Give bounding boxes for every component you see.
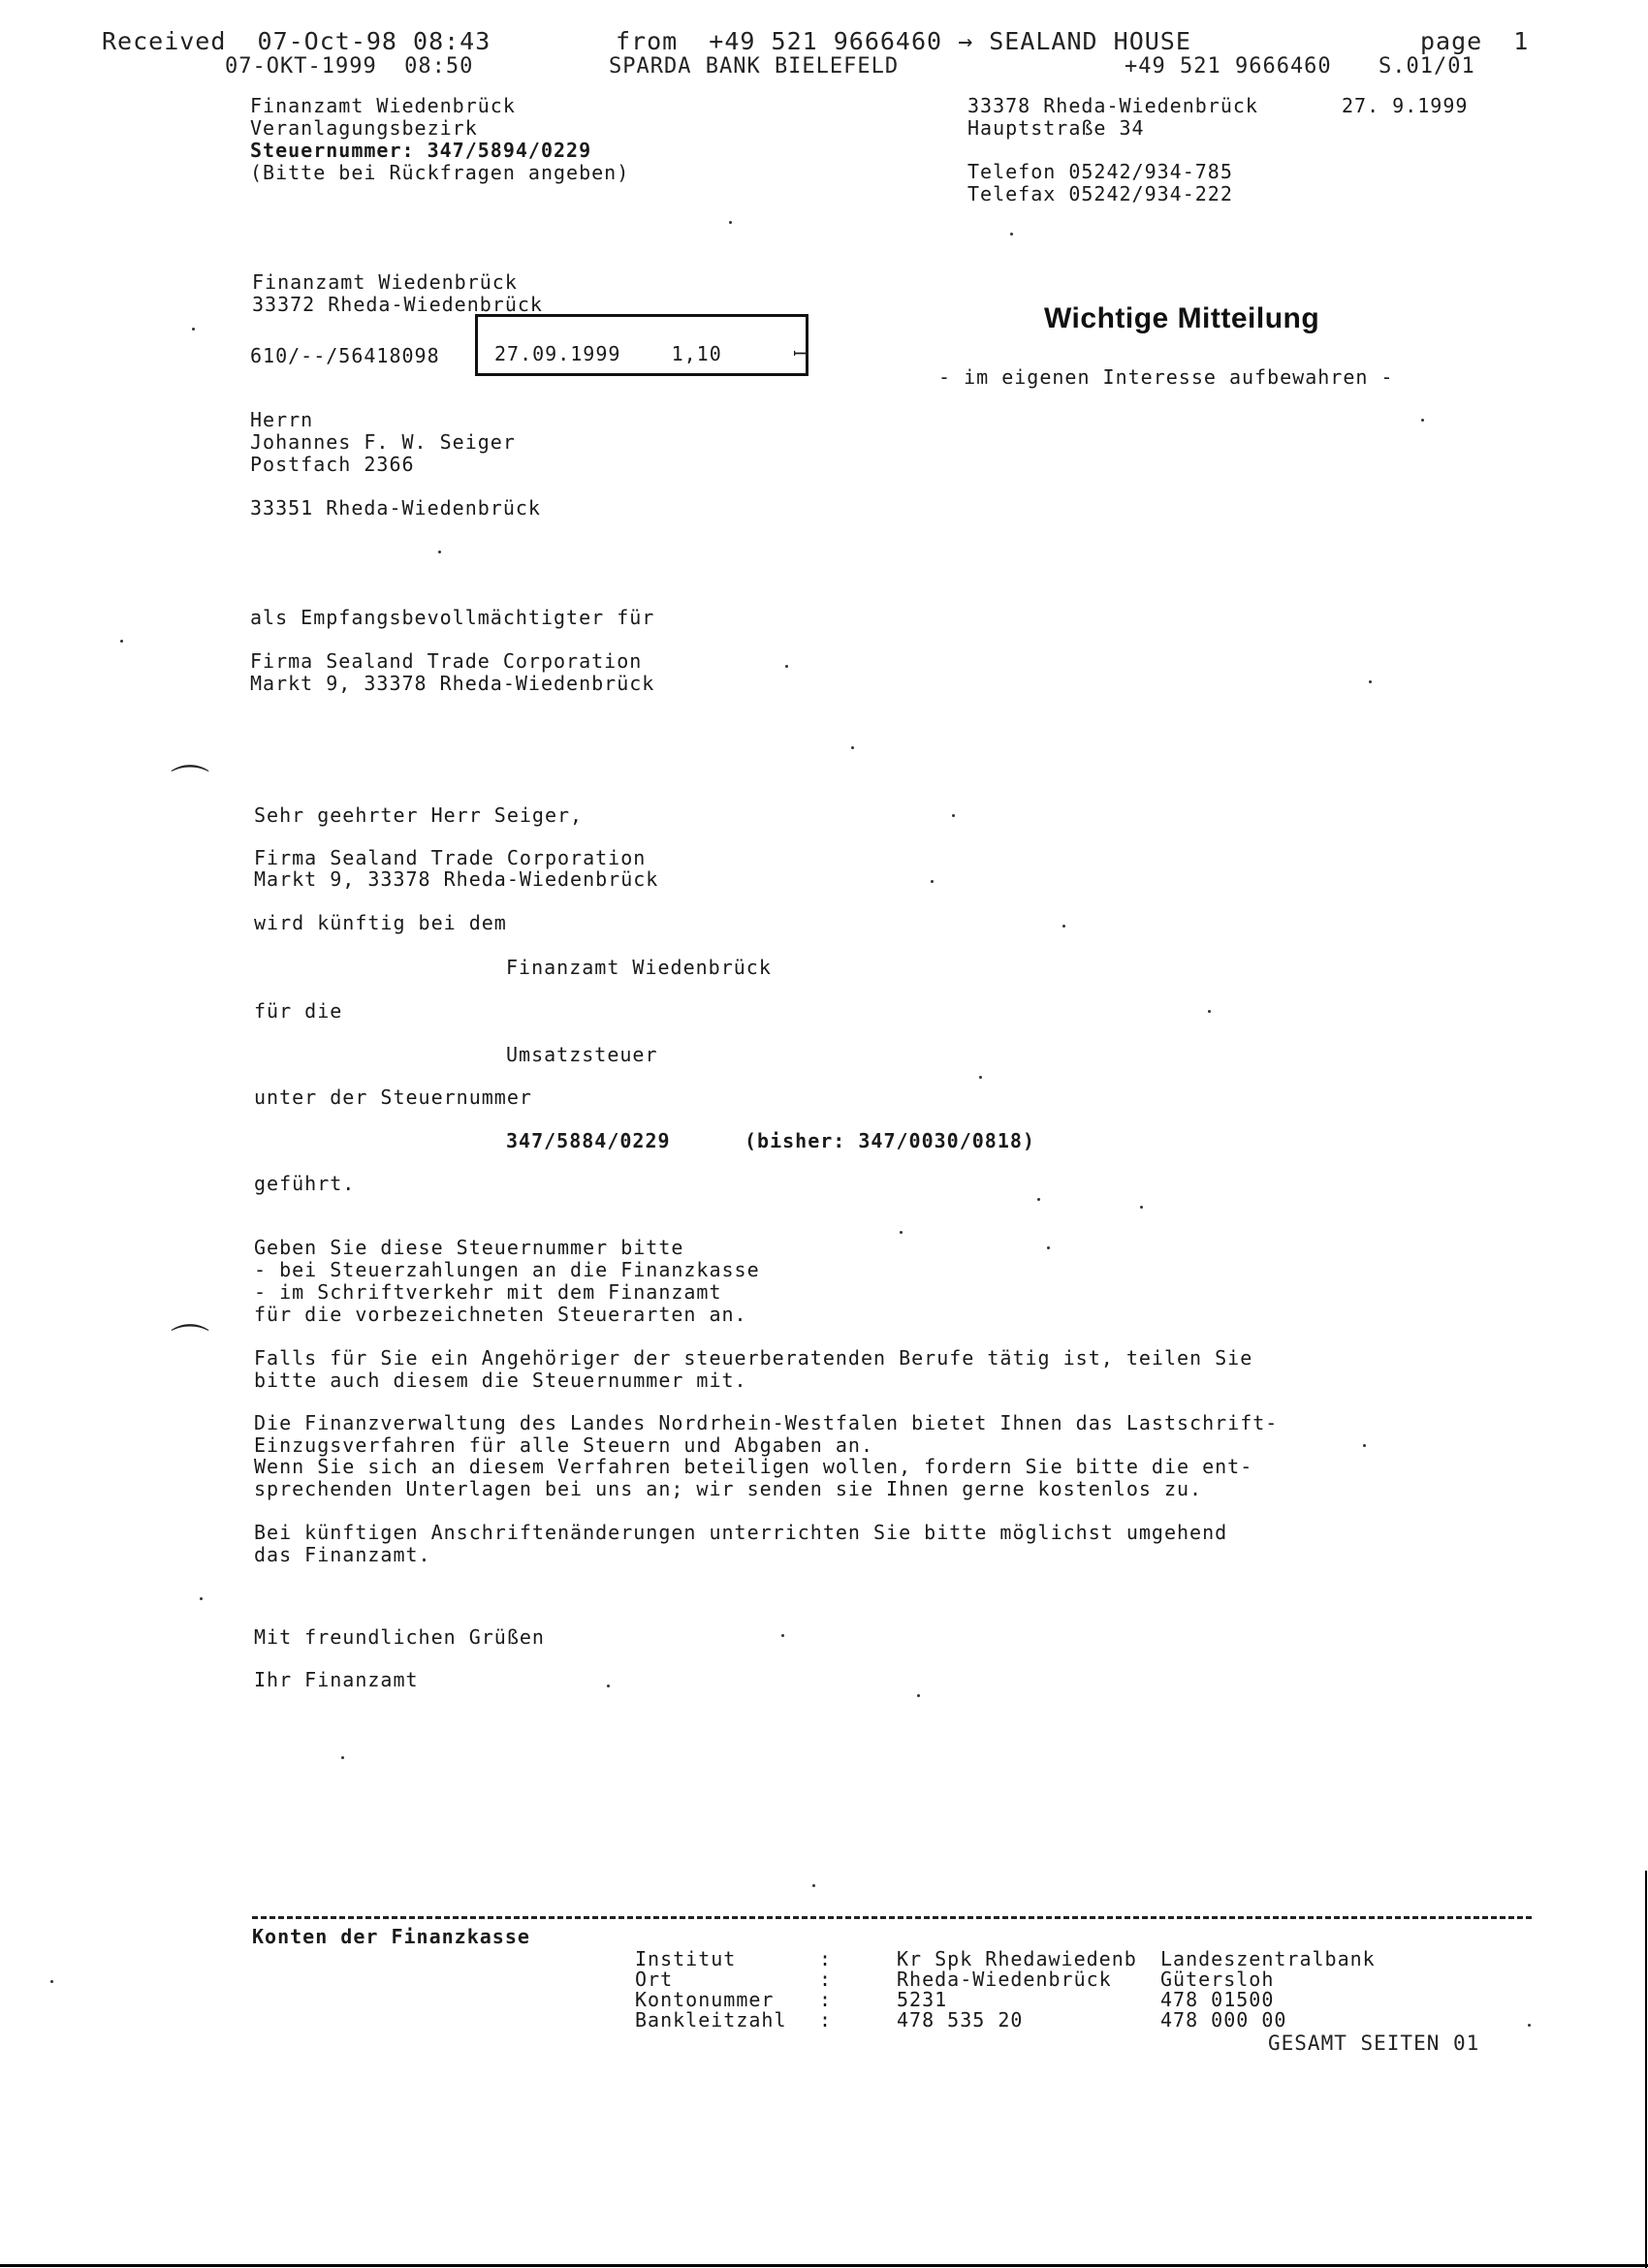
office-phone: Telefon 05242/934-785 bbox=[967, 160, 1233, 183]
footer-bank1-kontonummer: 5231 bbox=[897, 1988, 948, 2011]
fax-send-date: 07-OKT-1999 08:50 bbox=[225, 54, 474, 79]
scan-speck bbox=[1369, 680, 1372, 683]
scan-speck bbox=[341, 1756, 344, 1759]
para1-line-2: - bei Steuerzahlungen an die Finanzkasse bbox=[254, 1258, 760, 1281]
scan-speck bbox=[1421, 419, 1424, 422]
scan-speck bbox=[900, 1231, 903, 1234]
footer-label-bankleitzahl: Bankleitzahl bbox=[635, 2008, 787, 2032]
para4-line-2: das Finanzamt. bbox=[254, 1543, 431, 1566]
proxy-company-address: Markt 9, 33378 Rheda-Wiedenbrück bbox=[250, 672, 655, 695]
scan-speck bbox=[1140, 1206, 1143, 1209]
scan-edge-bottom bbox=[0, 2264, 1648, 2267]
fax-page-number: page 1 bbox=[1420, 27, 1530, 55]
recipient-salutation: Herrn bbox=[250, 408, 314, 431]
footer-bank1-bankleitzahl: 478 535 20 bbox=[897, 2008, 1024, 2032]
office-name: Finanzamt Wiedenbrück bbox=[250, 94, 516, 117]
footer-bank2-ort: Gütersloh bbox=[1160, 1968, 1275, 1991]
letter-signature: Ihr Finanzamt bbox=[254, 1668, 419, 1691]
fax-sheet-count: S.01/01 bbox=[1379, 54, 1475, 79]
scan-speck bbox=[1363, 1444, 1366, 1447]
para2-line-1: Falls für Sie ein Angehöriger der steuerberatenden Berufe tätig ist, teilen Sie bbox=[254, 1346, 1253, 1370]
footer-bank2-bankleitzahl: 478 000 00 bbox=[1160, 2008, 1287, 2032]
fax-total-pages: GESAMT SEITEN 01 bbox=[1268, 2032, 1480, 2055]
scan-speck bbox=[785, 665, 788, 668]
recipient-city: 33351 Rheda-Wiedenbrück bbox=[250, 496, 541, 520]
office-city-line: 33378 Rheda-Wiedenbrück bbox=[967, 94, 1258, 117]
scan-speck bbox=[812, 1884, 815, 1887]
para3-line-1: Die Finanzverwaltung des Landes Nordrhein-Westfalen bietet Ihnen das Lastschrift- bbox=[254, 1411, 1279, 1434]
scan-speck bbox=[952, 814, 955, 817]
scan-speck bbox=[1037, 1198, 1040, 1201]
scan-speck bbox=[851, 746, 854, 749]
scan-speck bbox=[1010, 233, 1013, 236]
letter-previous-number: (bisher: 347/0030/0818) bbox=[745, 1129, 1035, 1152]
footer-sep: : bbox=[819, 2008, 833, 2032]
reference-boxed-text: 27.09.1999 1,10 bbox=[494, 342, 722, 365]
fax-from-line: from +49 521 9666460 → SEALAND HOUSE bbox=[616, 27, 1191, 55]
scan-speck bbox=[1528, 2024, 1531, 2027]
footer-label-institut: Institut bbox=[635, 1947, 737, 1970]
para3-line-4: sprechenden Unterlagen bei uns an; wir senden sie Ihnen gerne kostenlos zu. bbox=[254, 1477, 1203, 1500]
footer-bank1-institut: Kr Spk Rhedawiedenb bbox=[897, 1947, 1137, 1970]
office-tax-number: Steuernummer: 347/5894/0229 bbox=[250, 139, 592, 162]
scan-speck bbox=[200, 1597, 203, 1600]
fax-received-stamp: Received 07-Oct-98 08:43 bbox=[102, 27, 491, 55]
scan-speck bbox=[50, 1980, 53, 1983]
fax-sender-name: SPARDA BANK BIELEFELD bbox=[609, 54, 900, 79]
scan-speck bbox=[1047, 1246, 1050, 1249]
para4-line-1: Bei künftigen Anschriftenänderungen unterrichten Sie bitte möglichst umgehend bbox=[254, 1521, 1228, 1544]
letter-salutation: Sehr geehrter Herr Seiger, bbox=[254, 803, 584, 827]
proxy-company-name: Firma Sealand Trade Corporation bbox=[250, 649, 643, 673]
para3-line-2: Einzugsverfahren für alle Steuern und Abgaben an. bbox=[254, 1433, 874, 1457]
scan-speck bbox=[979, 1076, 982, 1079]
footer-bank2-institut: Landeszentralbank bbox=[1160, 1947, 1376, 1970]
footer-sep: : bbox=[819, 1947, 833, 1970]
footer-sep: : bbox=[819, 1988, 833, 2011]
para1-line-4: für die vorbezeichneten Steuerarten an. bbox=[254, 1303, 747, 1326]
scan-speck bbox=[1062, 925, 1065, 928]
letter-company-address: Markt 9, 33378 Rheda-Wiedenbrück bbox=[254, 867, 659, 891]
letter-office: Finanzamt Wiedenbrück bbox=[506, 956, 772, 979]
scan-speck bbox=[1208, 1010, 1211, 1013]
para1-line-1: Geben Sie diese Steuernummer bitte bbox=[254, 1236, 684, 1259]
notice-title: Wichtige Mitteilung bbox=[1044, 302, 1320, 334]
office-fax: Telefax 05242/934-222 bbox=[967, 182, 1233, 205]
letter-closing: Mit freundlichen Grüßen bbox=[254, 1625, 545, 1649]
sender-line-name: Finanzamt Wiedenbrück bbox=[252, 270, 518, 294]
letter-tax-number: 347/5884/0229 bbox=[506, 1129, 671, 1152]
footer-title: Konten der Finanzkasse bbox=[252, 1925, 530, 1948]
letter-date: 27. 9.1999 bbox=[1342, 94, 1469, 117]
scan-speck bbox=[192, 328, 195, 331]
footer-divider bbox=[252, 1916, 1532, 1919]
footer-label-kontonummer: Kontonummer bbox=[635, 1988, 775, 2011]
scan-speck bbox=[781, 1634, 784, 1637]
letter-line-2: für die bbox=[254, 999, 343, 1023]
para2-line-2: bitte auch diesem die Steuernummer mit. bbox=[254, 1369, 747, 1392]
box-mark: ꟷ bbox=[793, 342, 810, 365]
para1-line-3: - im Schriftverkehr mit dem Finanzamt bbox=[254, 1280, 722, 1304]
punch-mark-bottom: ⌒ bbox=[171, 1322, 209, 1367]
footer-sep: : bbox=[819, 1968, 833, 1991]
recipient-po-box: Postfach 2366 bbox=[250, 453, 415, 476]
recipient-name: Johannes F. W. Seiger bbox=[250, 430, 516, 454]
sender-line-city: 33372 Rheda-Wiedenbrück bbox=[252, 293, 543, 316]
footer-label-ort: Ort bbox=[635, 1968, 674, 1991]
scan-speck bbox=[607, 1685, 610, 1687]
scan-edge-right bbox=[1645, 1871, 1647, 2268]
scan-speck bbox=[917, 1694, 920, 1697]
notice-subtitle: - im eigenen Interesse aufbewahren - bbox=[938, 365, 1394, 389]
footer-bank1-ort: Rheda-Wiedenbrück bbox=[897, 1968, 1112, 1991]
letter-line-4: geführt. bbox=[254, 1172, 356, 1195]
scan-speck bbox=[931, 880, 934, 883]
letter-line-3: unter der Steuernummer bbox=[254, 1086, 532, 1109]
office-street: Hauptstraße 34 bbox=[967, 116, 1145, 140]
letter-tax-type: Umsatzsteuer bbox=[506, 1043, 658, 1066]
scan-speck bbox=[438, 551, 441, 553]
fax-sender-number: +49 521 9666460 bbox=[1125, 54, 1332, 79]
office-note: (Bitte bei Rückfragen angeben) bbox=[250, 161, 630, 184]
office-district: Veranlagungsbezirk bbox=[250, 116, 478, 140]
reference-code: 610/--/56418098 bbox=[250, 344, 440, 367]
para3-line-3: Wenn Sie sich an diesem Verfahren beteiligen wollen, fordern Sie bitte die ent- bbox=[254, 1455, 1253, 1478]
scan-speck bbox=[120, 640, 123, 643]
footer-bank2-kontonummer: 478 01500 bbox=[1160, 1988, 1275, 2011]
proxy-label: als Empfangsbevollmächtigter für bbox=[250, 606, 655, 629]
scan-speck bbox=[729, 221, 732, 224]
punch-mark-top: ⌒ bbox=[171, 763, 209, 807]
letter-line-1: wird künftig bei dem bbox=[254, 911, 507, 934]
letter-company-name: Firma Sealand Trade Corporation bbox=[254, 846, 647, 869]
